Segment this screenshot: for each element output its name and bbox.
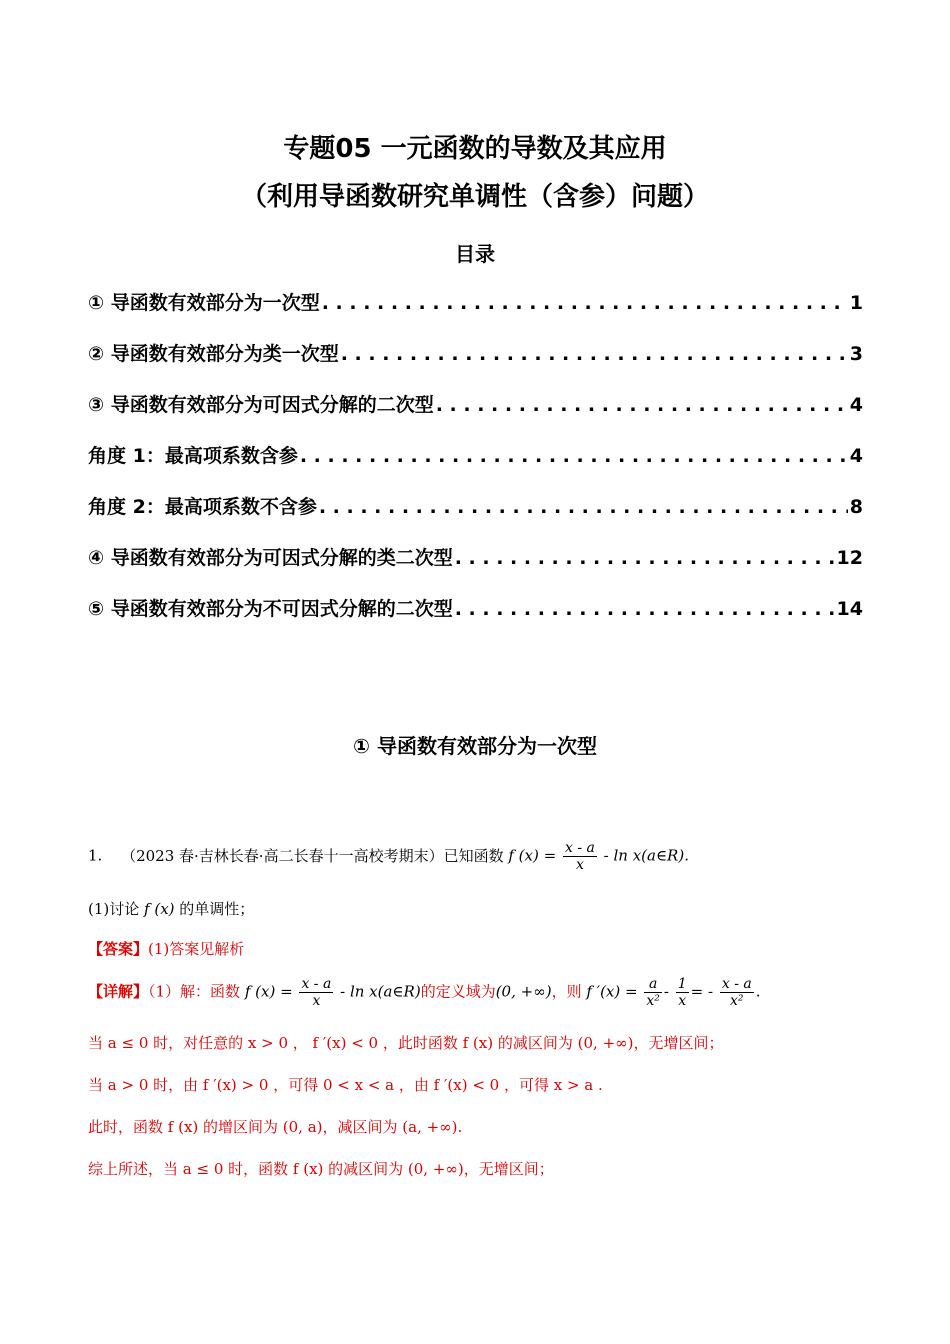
question-1-suffix: 的单调性；	[179, 900, 255, 918]
fraction-denominator: x	[678, 993, 687, 1009]
toc-item[interactable]	[88, 543, 863, 594]
toc-item-page: 8	[849, 496, 863, 518]
fraction-denominator: x²	[730, 993, 744, 1009]
detail-line-1	[88, 976, 761, 1009]
doc-title-line2: （利用导函数研究单调性（含参）问题）	[240, 182, 709, 212]
question-1-function: f (x)	[144, 900, 175, 918]
detail-line-2: 当 a ≤ 0 时，对任意的 x > 0 ， f ′(x) < 0 ，此时函数 f (x) 的减区间为 (0, +∞)，无增区间；	[88, 1034, 724, 1052]
toc-item-page: 3	[849, 343, 863, 365]
problem-function-tail: - ln x(a∈R).	[603, 846, 689, 865]
detail-fraction	[720, 976, 754, 1009]
fraction-numerator: x - a	[721, 976, 752, 992]
toc-item[interactable]	[88, 594, 863, 645]
fraction-denominator: x	[312, 993, 321, 1009]
detail-text: （1）解：函数	[148, 982, 241, 1001]
question-1	[88, 898, 254, 919]
toc-leader-dots	[455, 598, 835, 620]
toc-leader-dots	[319, 496, 848, 518]
toc-leader-dots	[436, 394, 848, 416]
toc-item-label: ① 导函数有效部分为一次型	[88, 292, 320, 314]
detail-domain: (0, +∞)	[495, 982, 552, 1001]
detail-line-5: 综上所述，当 a ≤ 0 时，函数 f (x) 的减区间为 (0, +∞)，无增区间；	[88, 1160, 554, 1178]
detail-line-4: 此时，函数 f (x) 的增区间为 (0, a)，减区间为 (a, +∞).	[88, 1118, 463, 1136]
doc-title-line1: 专题05 一元函数的导数及其应用	[283, 134, 667, 164]
equals-sign: = -	[690, 982, 714, 1001]
problem-statement	[88, 840, 689, 873]
toc-item-page: 4	[849, 445, 863, 467]
detail-line-3: 当 a > 0 时，由 f ′(x) > 0 ，可得 0 < x < a ，由 f ′(x) < 0 ，可得 x > a .	[88, 1076, 603, 1094]
table-of-contents	[88, 288, 863, 645]
detail-text: ，则	[551, 982, 582, 1001]
problem-number: 1.	[88, 846, 103, 865]
fraction-numerator: 1	[677, 976, 687, 992]
toc-item-page: 12	[836, 547, 863, 569]
section-heading: ① 导函数有效部分为一次型	[353, 734, 597, 758]
answer-line	[88, 938, 244, 959]
answer-tag: 【答案】	[88, 940, 149, 958]
answer-text: (1)答案见解析	[148, 940, 245, 958]
toc-item[interactable]	[88, 390, 863, 441]
detail-fraction	[299, 976, 333, 1009]
fraction-denominator: x²	[646, 993, 660, 1009]
fraction-denominator: x	[575, 857, 584, 873]
detail-fraction	[676, 976, 689, 1009]
fraction-numerator: x - a	[564, 840, 595, 856]
question-1-prefix: (1)讨论	[88, 900, 140, 918]
toc-item-page: 1	[849, 292, 863, 314]
toc-item[interactable]	[88, 339, 863, 390]
problem-fraction	[563, 840, 597, 873]
toc-item-page: 4	[849, 394, 863, 416]
toc-item[interactable]	[88, 288, 863, 339]
toc-item[interactable]	[88, 492, 863, 543]
detail-text: 的定义域为	[420, 982, 496, 1001]
period: .	[755, 982, 761, 1001]
problem-function: f (x) =	[508, 846, 557, 865]
toc-leader-dots	[322, 292, 848, 314]
toc-leader-dots	[341, 343, 848, 365]
detail-tag: 【详解】	[88, 982, 149, 1001]
detail-derivative: f ′(x) =	[586, 982, 638, 1001]
fraction-numerator: a	[644, 976, 662, 993]
toc-item-label: 角度 1：最高项系数含参	[88, 445, 298, 467]
toc-item-label: ② 导函数有效部分为类一次型	[88, 343, 339, 365]
toc-leader-dots	[300, 445, 848, 467]
toc-leader-dots	[455, 547, 835, 569]
detail-function: f (x) =	[244, 982, 293, 1001]
detail-function-tail: - ln x(a∈R)	[340, 982, 421, 1001]
toc-item-label: ⑤ 导函数有效部分为不可因式分解的二次型	[88, 598, 453, 620]
toc-item[interactable]	[88, 441, 863, 492]
minus-sign: -	[663, 982, 669, 1001]
fraction-numerator: x - a	[301, 976, 332, 992]
toc-item-label: ③ 导函数有效部分为可因式分解的二次型	[88, 394, 434, 416]
problem-source: （2023 春·吉林长春·高二长春十一高校考期末）已知函数	[121, 846, 504, 865]
toc-item-page: 14	[836, 598, 863, 620]
toc-item-label: 角度 2：最高项系数不含参	[88, 496, 317, 518]
detail-fraction	[644, 976, 662, 1009]
toc-heading: 目录	[455, 242, 495, 266]
toc-item-label: ④ 导函数有效部分为可因式分解的类二次型	[88, 547, 453, 569]
